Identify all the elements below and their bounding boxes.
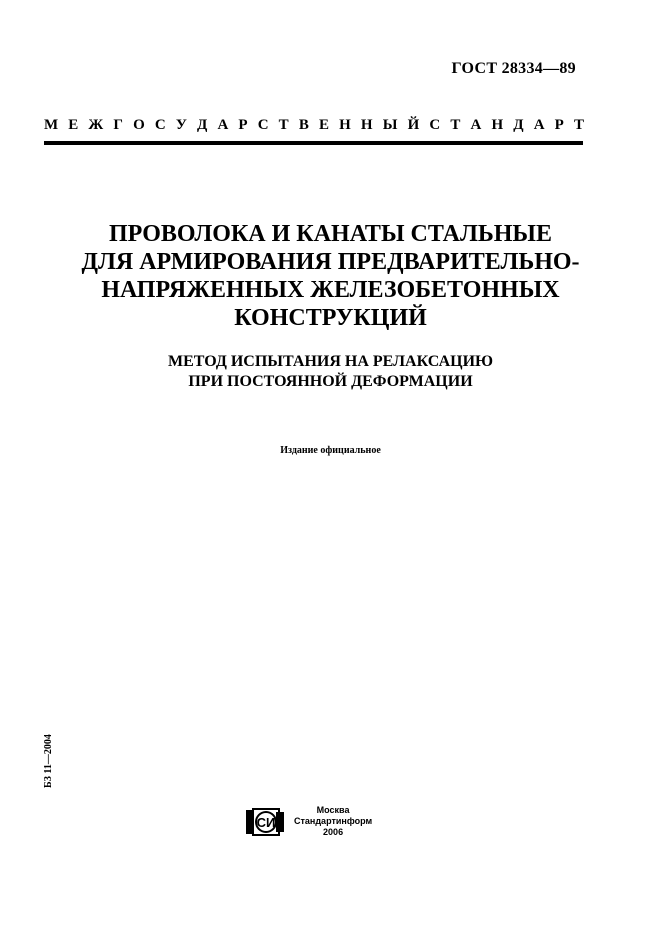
publisher-block bbox=[246, 805, 372, 838]
document-subtitle bbox=[0, 352, 661, 392]
title-line: ПРОВОЛОКА И КАНАТЫ СТАЛЬНЫЕ bbox=[109, 221, 552, 247]
publisher-info bbox=[294, 805, 372, 838]
gost-number: ГОСТ 28334—89 bbox=[451, 60, 576, 77]
standard-type-heading: М Е Ж Г О С У Д А Р С Т В Е Н Н Ы Й С Т А Н Д А Р Т bbox=[44, 117, 584, 133]
publisher-year: 2006 bbox=[323, 827, 344, 837]
title-block bbox=[0, 220, 661, 392]
subtitle-line: МЕТОД ИСПЫТАНИЯ НА РЕЛАКСАЦИЮ bbox=[167, 353, 494, 370]
standartinform-logo-icon bbox=[246, 806, 284, 838]
logo-text: СИ bbox=[256, 814, 276, 830]
side-code: БЗ 11—2004 bbox=[43, 734, 54, 788]
title-line: ДЛЯ АРМИРОВАНИЯ ПРЕДВАРИТЕЛЬНО- bbox=[81, 249, 580, 275]
header-rule bbox=[44, 141, 583, 145]
title-line: НАПРЯЖЕННЫХ ЖЕЛЕЗОБЕТОННЫХ bbox=[101, 277, 560, 303]
publisher-city: Москва bbox=[316, 805, 350, 815]
subtitle-line: ПРИ ПОСТОЯННОЙ ДЕФОРМАЦИИ bbox=[188, 373, 473, 390]
edition-label: Издание официальное bbox=[280, 445, 381, 456]
publisher-name: Стандартинформ bbox=[294, 816, 373, 826]
title-line: КОНСТРУКЦИЙ bbox=[234, 305, 427, 331]
document-title bbox=[0, 220, 661, 332]
